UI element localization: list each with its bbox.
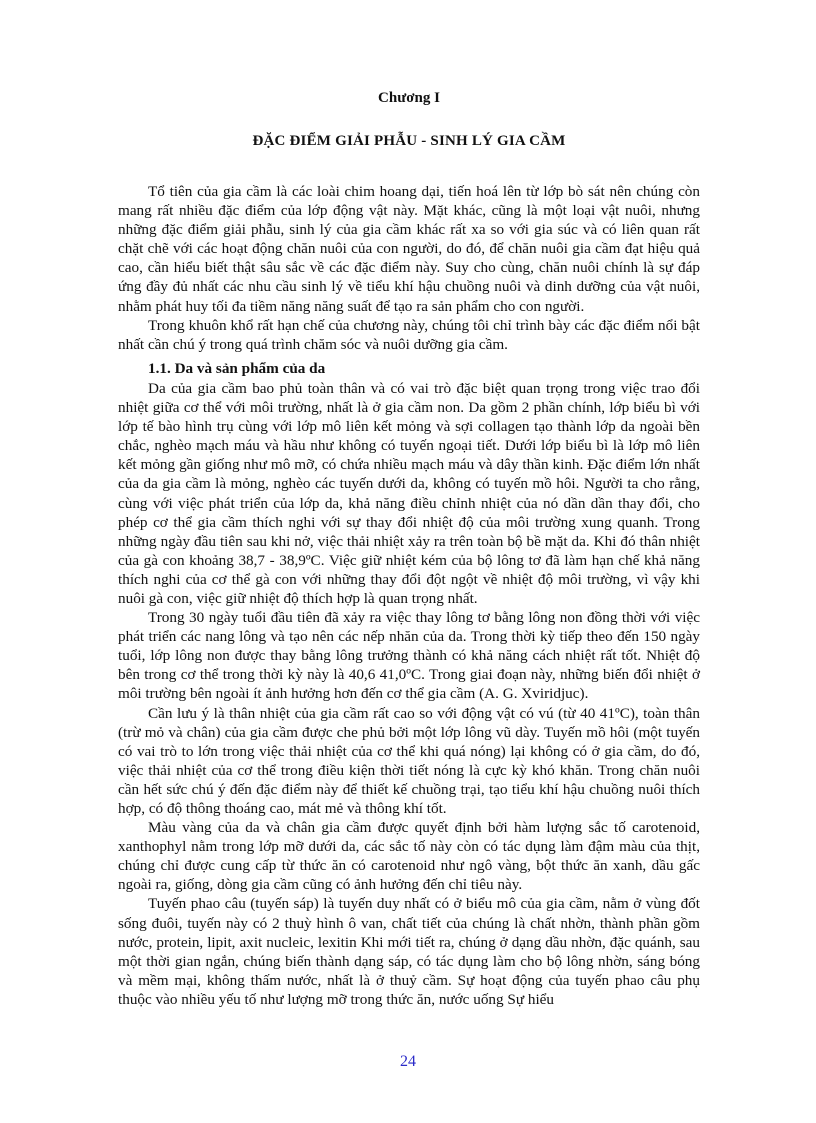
chapter-title: ĐẶC ĐIỂM GIẢI PHẪU - SINH LÝ GIA CẦM: [252, 133, 566, 149]
paragraph: Trong khuôn khổ rất hạn chế của chương này, chúng tôi chỉ trình bày các đặc điểm nổi bật nhất cần chú ý trong quá trình chăm sóc và nuôi dưỡng gia cầm.: [118, 316, 700, 353]
paragraph: Da của gia cầm bao phủ toàn thân và có vai trò đặc biệt quan trọng trong việc trao đổi nhiệt giữa cơ thể với môi trường, nhất là ở gia cầm non. Da gồm 2 phần chính, lớp biểu bì với lớp tế bào hình trụ cùng với lớp mô liên kết mỏng và sợi collagen tạo thành lớp da ngoài bền chắc, nghèo mạch máu và hầu như không có tuyến ngoại tiết. Dưới lớp biểu bì là lớp mô liên kết mỏng gần giống như mô mỡ, có chứa nhiều mạch máu và dây thần kinh. Đặc điểm lớn nhất của da gia cầm là mỏng, nghèo các tuyến dưới da, không có tuyến mồ hôi. Người ta cho rằng, cùng với việc phát triển của lớp da, khả năng điều chỉnh nhiệt của nó dần dần thay đổi, cho phép cơ thể gia cầm thích nghi với sự thay đổi nhiệt độ của môi trường xung quanh. Trong những ngày đầu tiên sau khi nở, việc thải nhiệt xảy ra trên toàn bộ bề mặt da. Khi đó thân nhiệt của gà con khoảng 38,7 - 38,9ºC. Việc giữ nhiệt kém của bộ lông tơ đã làm hạn chế khả năng thích nghi của cơ thể gà con với những thay đổi đột ngột về nhiệt độ môi trường, vì vậy khi nuôi gà con, việc giữ nhiệt độ thích hợp là quan trọng nhất.: [118, 379, 700, 607]
document-page: [118, 90, 700, 1009]
paragraph: Trong 30 ngày tuổi đầu tiên đã xảy ra việc thay lông tơ bằng lông non đồng thời với việc phát triển các nang lông và tạo nên các nếp nhăn của da. Trong thời kỳ tiếp theo đến 150 ngày tuổi, lớp lông non được thay bằng lông trưởng thành có khả năng cách nhiệt rất tốt. Nhiệt độ bên trong cơ thể trong thời kỳ này là 40,6 41,0ºC. Trong giai đoạn này, những biến đổi nhiệt ở môi trường bên ngoài ít ảnh hưởng hơn đến cơ thể gia cầm (A. G. Xviridjuc).: [118, 609, 700, 703]
chapter-heading: Chương I: [378, 90, 440, 106]
paragraph: Tổ tiên của gia cầm là các loài chim hoang dại, tiến hoá lên từ lớp bò sát nên chúng còn mang rất nhiều đặc điểm của lớp động vật này. Mặt khác, cũng là một loại vật nuôi, nhưng những đặc điểm giải phẫu, sinh lý của gia cầm khác rất xa so với gia súc và có liên quan rất chặt chẽ với các hoạt động chăn nuôi của con người, do đó, để chăn nuôi gia cầm đạt hiệu quả cao, cần hiểu biết thật sâu sắc về các đặc điểm này. Suy cho cùng, chăn nuôi chính là sự đáp ứng đầy đủ nhất các nhu cầu sinh lý về tiểu khí hậu chuồng nuôi và dinh dưỡng của vật nuôi, nhằm phát huy tối đa tiềm năng năng suất để tạo ra sản phẩm cho con người.: [118, 183, 700, 315]
section-heading: 1.1. Da và sản phẩm của da: [148, 359, 326, 377]
paragraph: Màu vàng của da và chân gia cầm được quyết định bởi hàm lượng sắc tố carotenoid, xanthophyl nằm trong lớp mỡ dưới da, các sắc tố này còn có tác dụng làm đậm màu của thịt, chúng chỉ được cung cấp từ thức ăn có carotenoid như ngô vàng, bột thức ăn xanh, dầu gấc ngoài ra, giống, dòng gia cầm cũng có ảnh hưởng đến chỉ tiêu này.: [118, 819, 700, 894]
page-number: 24: [400, 1053, 416, 1070]
paragraph: Cần lưu ý là thân nhiệt của gia cầm rất cao so với động vật có vú (từ 40 41ºC), toàn thân (trừ mỏ và chân) của gia cầm được che phủ bởi một lớp lông vũ dày. Tuyến mồ hôi (một tuyến có vai trò to lớn trong việc thải nhiệt của cơ thể khi quá nóng) lại không có ở gia cầm, do đó, việc thải nhiệt của cơ thể trong điều kiện thời tiết nóng là cực kỳ khó khăn. Trong chăn nuôi cần hết sức chú ý đến đặc điểm này để thiết kế chuồng trại, tạo tiểu khí hậu chuồng nuôi thích hợp, có độ thông thoáng cao, mát mẻ và thông khí tốt.: [118, 704, 700, 817]
paragraph: Tuyến phao câu (tuyến sáp) là tuyến duy nhất có ở biểu mô của gia cầm, nằm ở vùng đốt sống đuôi, tuyến này có 2 thuỳ hình ô van, chất tiết của chúng là chất nhờn, thành phần gồm nước, protein, lipit, axit nucleic, lexitin Khi mới tiết ra, chúng ở dạng dầu nhờn, đặc quánh, sau một thời gian ngắn, chúng biến thành dạng sáp, có tác dụng làm cho bộ lông nhờn, sáng bóng và mềm mại, không thấm nước, nhất là ở thuỷ cầm. Sự hoạt động của tuyến phao câu phụ thuộc vào nhiều yếu tố như lượng mỡ trong thức ăn, nước uống Sự hiểu: [118, 895, 700, 1008]
